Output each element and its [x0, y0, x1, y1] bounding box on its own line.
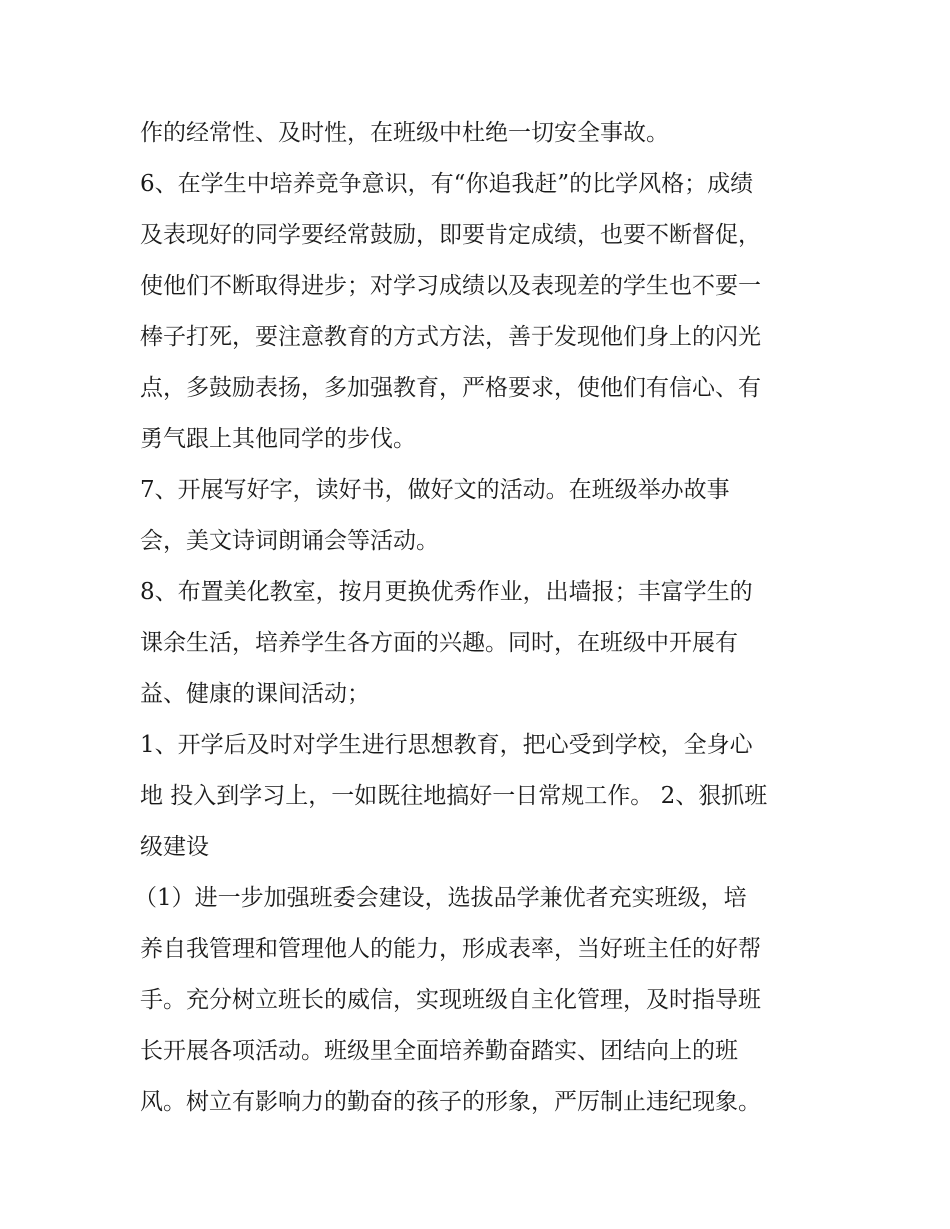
text-line: 7、开展写好字，读好书，做好文的活动。在班级举办故事 — [140, 477, 730, 503]
text-line: 益、健康的课间活动； — [140, 681, 370, 707]
text-line: 使他们不断取得进步；对学习成绩以及表现差的学生也不要一 — [140, 273, 761, 299]
text-line: 风。树立有影响力的勤奋的孩子的形象，严厉制止违纪现象。 — [140, 1089, 761, 1115]
text-line: （1）进一步加强班委会建设，选拔品学兼优者充实班级，培 — [134, 885, 747, 911]
text-line: 6、在学生中培养竞争意识，有“你追我赶”的比学风格；成绩 — [140, 171, 754, 197]
text-line: 地 投入到学习上，一如既往地搞好一日常规工作。 2、狠抓班 — [140, 783, 768, 809]
text-line: 勇气跟上其他同学的步伐。 — [140, 426, 416, 452]
text-line: 棒子打死，要注意教育的方式方法，善于发现他们身上的闪光 — [140, 324, 761, 350]
text-line: 作的经常性、及时性，在班级中杜绝一切安全事故。 — [140, 120, 669, 146]
text-line: 级建设 — [140, 834, 209, 860]
text-line: 1、开学后及时对学生进行思想教育，把心受到学校，全身心 — [140, 732, 753, 758]
text-line: 8、布置美化教室，按月更换优秀作业，出墙报；丰富学生的 — [140, 579, 753, 605]
text-line: 课余生活，培养学生各方面的兴趣。同时，在班级中开展有 — [140, 630, 738, 656]
document-body — [134, 108, 820, 1128]
text-line: 点，多鼓励表扬，多加强教育，严格要求，使他们有信心、有 — [140, 375, 761, 401]
text-line: 长开展各项活动。班级里全面培养勤奋踏实、团结向上的班 — [140, 1038, 738, 1064]
text-line: 手。充分树立班长的威信，实现班级自主化管理，及时指导班 — [140, 987, 761, 1013]
text-line: 会，美文诗词朗诵会等活动。 — [140, 528, 439, 554]
text-line: 及表现好的同学要经常鼓励，即要肯定成绩，也要不断督促， — [140, 222, 761, 248]
text-line: 养自我管理和管理他人的能力，形成表率，当好班主任的好帮 — [140, 936, 761, 962]
